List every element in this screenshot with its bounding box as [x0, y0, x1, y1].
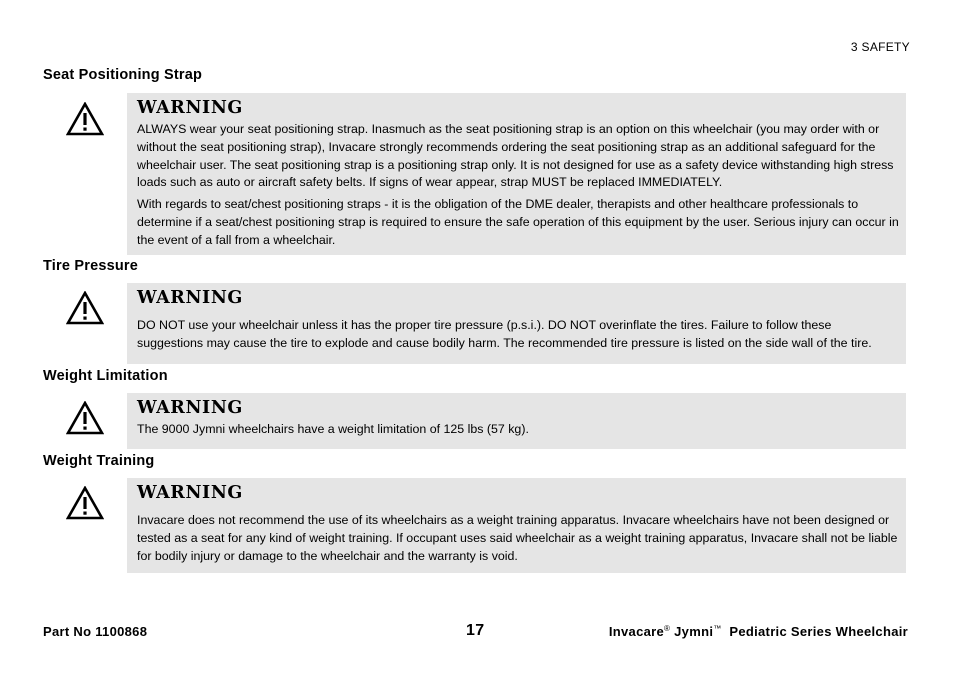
trademark-mark: ™	[713, 624, 722, 633]
section-heading-weight-training: Weight Training	[43, 453, 155, 469]
warning-text: ALWAYS wear your seat positioning strap. Inasmuch as the seat positioning strap is an option on this wheelchair (you may order with or without the seat positioning strap), Invacare strongly recommends ordering the seat positioning strap as an additional safeguard for the wheelchair user. The seat positioning strap is a positioning strap only. It is not designed for use as a safety device withstanding high stress loads such as auto or aircraft safety belts. If signs of wear appear, strap MUST be replaced IMMEDIATELY.	[137, 122, 894, 190]
warning-triangle-icon	[66, 291, 104, 325]
warning-title: WARNING	[137, 483, 243, 503]
warning-text: With regards to seat/chest positioning straps - it is the obligation of the DME dealer, therapists and other healthcare professionals to determine if a seat/chest positioning strap is required to ensure the safe operation of this equipment by the user. Serious injury can occur in the event of a fall from a wheelchair.	[137, 197, 899, 247]
warning-triangle-icon	[66, 102, 104, 136]
warning-box-tire-pressure	[127, 283, 906, 364]
section-heading-weight-limitation: Weight Limitation	[43, 368, 168, 384]
warning-triangle-icon	[66, 401, 104, 435]
footer-product-line: Pediatric Series Wheelchair	[729, 624, 908, 639]
warning-box-weight-training	[127, 478, 906, 573]
warning-title: WARNING	[137, 398, 243, 418]
section-heading-seat-positioning-strap: Seat Positioning Strap	[43, 67, 203, 83]
section-heading-tire-pressure: Tire Pressure	[43, 258, 139, 274]
warning-title: WARNING	[137, 98, 243, 118]
warning-text: Invacare does not recommend the use of its wheelchairs as a weight training apparatus. Invacare wheelchairs have not been designed or tested as a seat for any kind of weight training. If occupant uses said wheelchair as a weight training apparatus, Invacare shall not be liable for bodily injury or damage to the wheelchair and the warranty is void.	[137, 513, 898, 563]
footer-brand: Invacare	[608, 624, 665, 639]
warning-text: The 9000 Jymni wheelchairs have a weight limitation of 125 lbs (57 kg).	[137, 422, 529, 436]
warning-triangle-icon	[66, 486, 104, 520]
footer-model: Jymni	[674, 624, 714, 639]
warning-box-weight-limitation	[127, 393, 906, 449]
footer-product-title	[609, 624, 908, 639]
footer-part-number: Part No 1100868	[43, 624, 148, 639]
registered-mark: ®	[664, 624, 671, 633]
warning-text: DO NOT use your wheelchair unless it has the proper tire pressure (p.s.i.). DO NOT overinflate the tires. Failure to follow these suggestions may cause the tire to explode and cause bodily harm. The recommended tire pressure is listed on the side wall of the tire.	[137, 318, 872, 350]
page-number: 17	[466, 622, 485, 639]
page-section-label: 3 SAFETY	[850, 40, 910, 54]
warning-box-seat-positioning-strap	[127, 93, 906, 255]
warning-title: WARNING	[137, 288, 243, 308]
